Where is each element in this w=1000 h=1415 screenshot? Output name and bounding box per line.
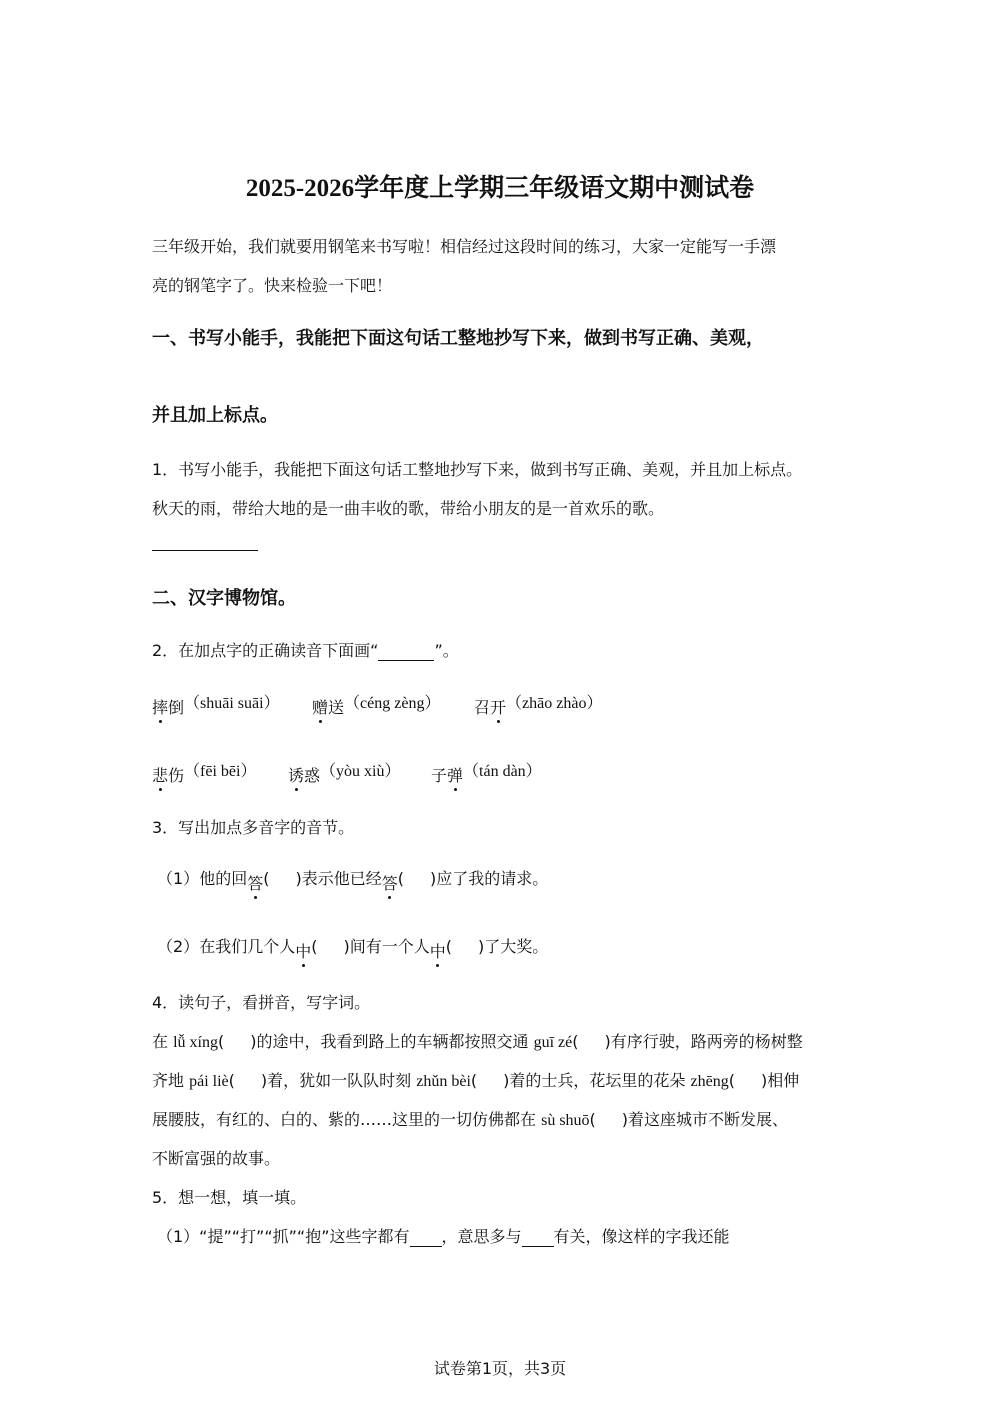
dotted-char: 赠 <box>312 695 328 718</box>
q3-text: 3．写出加点多音字的音节。 <box>152 818 355 837</box>
pinyin: zhēng <box>690 1073 729 1090</box>
dotted-char: 诱 <box>288 763 304 786</box>
q4-line-4: 不断富强的故事。 <box>152 1149 281 1168</box>
section1-heading-line1: 一、书写小能手，我能把下面这句话工整地抄写下来，做到书写正确、美观， <box>152 328 764 349</box>
q2-item <box>474 690 603 717</box>
q5-text: 5．想一想，填一填。 <box>152 1188 307 1207</box>
dotted-char: 摔 <box>152 695 168 718</box>
q2-item <box>152 690 280 717</box>
text: （1）“提”“打”“抓”“抱”这些字都有 <box>157 1227 410 1246</box>
char: 伤 <box>168 766 185 785</box>
text: 有序行驶，路两旁的杨树整 <box>610 1032 803 1051</box>
q5-sentence-1 <box>157 1224 730 1247</box>
dotted-char: 中 <box>430 939 446 962</box>
section1-heading-line2: 并且加上标点。 <box>152 405 278 426</box>
pinyin: guī zé <box>533 1034 573 1051</box>
pinyin: zhǔn bèi <box>416 1073 471 1090</box>
dotted-char: 弹 <box>447 763 463 786</box>
text: 他的回 <box>199 869 248 888</box>
q2-prefix: 2．在加点字的正确读音下面画“ <box>152 641 379 660</box>
text: 的途中，我看到路上的车辆都按照交通 <box>256 1032 534 1051</box>
q1-text: 1．书写小能手，我能把下面这句话工整地抄写下来，做到书写正确、美观，并且加上标点。 <box>152 460 803 479</box>
q2-item <box>431 758 542 785</box>
pinyin: pái liè <box>189 1073 229 1090</box>
q4-line-2: 齐地 pái liè( )着，犹如一队队时刻 zhǔn bèi( )着的士兵，花坛里的花朵 zhēng( )相伸 <box>152 1071 800 1090</box>
q3-sentence-1: （1）他的回答( )表示他已经答( )应了我的请求。 <box>157 869 549 893</box>
page-footer: 试卷第1页，共3页 <box>433 1359 567 1378</box>
text: 应了我的请求。 <box>436 869 549 888</box>
answer-blank[interactable] <box>522 1227 554 1247</box>
pinyin-options[interactable]: （yòu xiù） <box>320 763 401 780</box>
text: 齐地 <box>152 1071 190 1090</box>
pinyin-options[interactable]: （céng zèng） <box>344 695 441 712</box>
q2-text <box>152 638 459 661</box>
pinyin-options[interactable]: （shuāi suāi） <box>184 695 280 712</box>
q2-underline-sample <box>378 641 434 661</box>
q4-text: 4．读句子，看拼音，写字词。 <box>152 993 371 1012</box>
section2-heading: 二、汉字博物馆。 <box>152 588 296 609</box>
q2-item <box>312 690 441 717</box>
char: 送 <box>328 698 345 717</box>
q4-line-3: 展腰肢，有红的、白的、紫的……这里的一切仿佛都在 sù shuō( )着这座城市不断发展、 <box>152 1110 789 1129</box>
text: ，意思多与 <box>441 1227 522 1246</box>
answer-blank[interactable] <box>410 1227 442 1247</box>
dotted-char: 悲 <box>152 763 168 786</box>
char: 子 <box>431 766 448 785</box>
q2-item <box>152 758 257 785</box>
text: 在 <box>152 1032 174 1051</box>
intro-line-1: 三年级开始，我们就要用钢笔来书写啦！相信经过这段时间的练习，大家一定能写一手漂 <box>152 237 777 256</box>
text: 表示他已经 <box>301 869 382 888</box>
q4-line-1: 在 lǚ xíng( )的途中，我看到路上的车辆都按照交通 guī zé( )有序行驶，路两旁的杨树整 <box>152 1032 803 1051</box>
char: 惑 <box>304 766 321 785</box>
pinyin-options[interactable]: （tán dàn） <box>463 763 542 780</box>
pinyin: lǚ xíng <box>173 1034 218 1051</box>
sub-number: （2） <box>157 937 200 956</box>
text: 展腰肢，有红的、白的、紫的……这里的一切仿佛都在 <box>152 1110 542 1129</box>
char: 召 <box>474 698 491 717</box>
q1-sentence: 秋天的雨，带给大地的是一曲丰收的歌，带给小朋友的是一首欢乐的歌。 <box>152 499 665 518</box>
text: 了大奖。 <box>484 937 549 956</box>
dotted-char: 开 <box>490 695 506 718</box>
text: 有关，像这样的字我还能 <box>553 1227 730 1246</box>
intro-line-2: 亮的钢笔字了。快来检验一下吧！ <box>152 276 393 295</box>
q2-suffix: ”。 <box>434 641 459 660</box>
text: 着的士兵，花坛里的花朵 <box>509 1071 691 1090</box>
text: 间有一个人 <box>349 937 430 956</box>
q3-sentence-2: （2）在我们几个人中( )间有一个人中( )了大奖。 <box>157 937 549 961</box>
sub-number: （1） <box>157 869 200 888</box>
exam-title: 2025-2026学年度上学期三年级语文期中测试卷 <box>245 175 755 202</box>
dotted-char: 答 <box>382 871 398 894</box>
text: 着，犹如一队队时刻 <box>267 1071 417 1090</box>
text: 着这座城市不断发展、 <box>628 1110 789 1129</box>
char: 倒 <box>168 698 185 717</box>
answer-line <box>152 550 258 551</box>
dotted-char: 答 <box>247 871 263 894</box>
pinyin-options[interactable]: （fēi bēi） <box>184 763 257 780</box>
pinyin: sù shuō <box>541 1112 590 1129</box>
dotted-char: 中 <box>295 939 311 962</box>
text: 相伸 <box>767 1071 800 1090</box>
pinyin-options[interactable]: （zhāo zhào） <box>506 695 603 712</box>
text: 在我们几个人 <box>199 937 296 956</box>
q2-item <box>288 758 401 785</box>
